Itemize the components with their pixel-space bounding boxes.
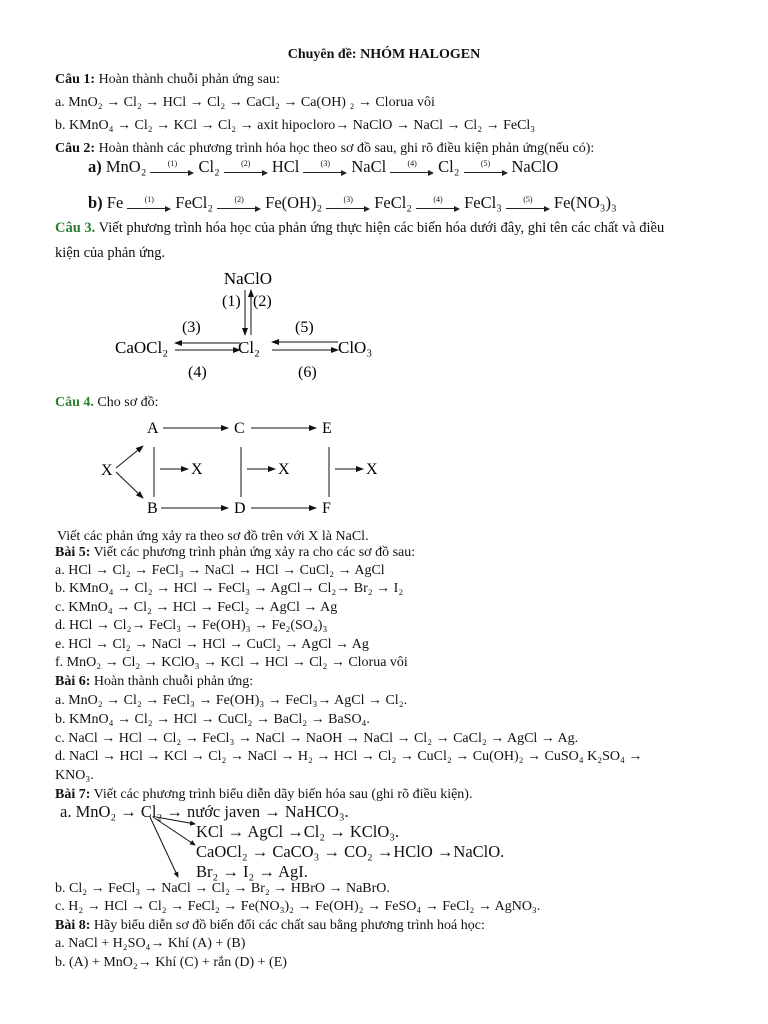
step-label: (1) — [144, 195, 154, 205]
node-b: B — [147, 500, 158, 515]
arrow-icon — [464, 161, 508, 175]
species: Cl₂ — [438, 157, 460, 176]
bai6-item: b. KMnO₄ → Cl₂ → HCl → CuCl₂ → BaCl₂ → BaSO₄. — [55, 712, 370, 727]
step-label: (5) — [480, 159, 491, 169]
cau2-label: Câu 2: — [55, 141, 96, 156]
bai5-label: Bài 5: — [55, 545, 91, 560]
cau1-label: Câu 1: — [55, 72, 96, 87]
bai7-b: b. Cl₂ → FeCl₃ → NaCl → Cl₂ → Br₂ → HBrO → NaBrO. — [55, 881, 390, 896]
cau1-a: a. MnO₂ → Cl₂ → HCl → Cl₂ → CaCl₂ → Ca(OH) ₂ → Clorua vôi — [55, 95, 435, 110]
cau1-text: Hoàn thành chuỗi phản ứng sau: — [95, 72, 280, 87]
node-a: A — [147, 420, 159, 437]
bai6-heading — [55, 673, 253, 691]
cau3-heading — [55, 219, 664, 237]
bai6-item: d. NaCl → HCl → KCl → Cl₂ → NaCl → H₂ → HCl → Cl₂ → CuCl₂ → Cu(OH)₂ → CuSO₄ K₂SO₄ → — [55, 749, 643, 764]
bai5-text: Viết các phương trình phản ứng xảy ra cho các sơ đồ sau: — [90, 545, 416, 560]
arrow-icon — [416, 197, 460, 211]
bai7-text: Viết các phương trình biểu diễn dãy biến hóa sau (ghi rõ điều kiện). — [90, 787, 473, 802]
cau4-note: Viết các phản ứng xảy ra theo sơ đồ trên với X là NaCl. — [57, 529, 369, 544]
arrow-icon — [150, 161, 194, 175]
cau4-label: Câu 4. — [55, 395, 94, 410]
page-title: Chuyên đề: NHÓM HALOGEN — [287, 47, 481, 62]
species: Fe(NO₃)₃ — [553, 193, 617, 212]
cau2-b-chain — [88, 194, 617, 212]
bai8-label: Bài 8: — [55, 918, 91, 933]
arrow-icon — [390, 161, 434, 175]
step-label: (3) — [182, 319, 201, 336]
cau3-text2: kiện của phản ứng. — [55, 245, 166, 261]
chain-prefix: a) — [88, 157, 102, 176]
bai8-item: b. (A) + MnO₂→ Khí (C) + rắn (D) + (E) — [55, 955, 287, 970]
step-label: (1) — [222, 293, 241, 310]
bai5-heading — [55, 544, 415, 562]
step-label: (4) — [188, 364, 207, 381]
cau2-a-chain — [88, 158, 558, 176]
node-e: E — [322, 420, 332, 437]
node-d: D — [234, 500, 246, 515]
node-clo3: ClO₃ — [338, 338, 373, 357]
species: Fe — [106, 193, 124, 212]
step-label: (6) — [298, 364, 317, 381]
step-label: (2) — [241, 159, 251, 169]
step-label: (5) — [295, 319, 314, 336]
cau3-diagram — [100, 265, 400, 385]
bai5-item: a. HCl → Cl₂ → FeCl₃ → NaCl → HCl → CuCl₂ → AgCl — [55, 563, 385, 578]
species: Fe(OH)₂ — [265, 193, 323, 212]
arrow-x-b — [116, 472, 143, 498]
step-label: (4) — [407, 159, 417, 169]
cau1-b: b. KMnO₄ → Cl₂ → KCl → Cl₂ → axit hipocloro→ NaClO → NaCl → Cl₂ → FeCl₃ — [55, 118, 536, 133]
branch-arrow — [153, 817, 195, 845]
arrow-icon — [127, 197, 171, 211]
bai7-branch: Br₂ → I₂ → AgI. — [196, 862, 308, 881]
product-x: X — [366, 461, 378, 478]
bai5-item: e. HCl → Cl₂ → NaCl → HCl → CuCl₂ → AgCl → Ag — [55, 637, 369, 652]
bai8-text: Hãy biểu diễn sơ đồ biến đổi các chất sau bằng phương trình hoá học: — [90, 918, 485, 933]
bai6-item: a. MnO₂ → Cl₂ → FeCl₃ → Fe(OH)₃ → FeCl₃→ AgCl → Cl₂. — [55, 693, 408, 708]
arrow-icon — [326, 197, 370, 211]
node-x: X — [101, 462, 113, 479]
bai5-item: b. KMnO₄ → Cl₂ → HCl → FeCl₃ → AgCl→ Cl₂→ Br₂ → I₂ — [55, 581, 404, 596]
cau1-heading — [55, 71, 280, 89]
arrow-icon — [506, 197, 550, 211]
step-label: (2) — [253, 293, 272, 310]
species: NaClO — [511, 157, 559, 176]
step-label: (1) — [167, 159, 178, 169]
cau3-label: Câu 3. — [55, 220, 96, 236]
bai5-item: d. HCl → Cl₂→ FeCl₃ → Fe(OH)₃ → Fe₂(SO₄)₃ — [55, 618, 328, 633]
bai8-heading — [55, 917, 485, 935]
bai7-branch-arrows — [140, 815, 200, 880]
node-caocl2: CaOCl₂ — [115, 338, 169, 357]
node-f: F — [322, 500, 331, 515]
arrow-icon — [217, 197, 261, 211]
bai6-item: KNO₃. — [55, 768, 94, 783]
step-label: (3) — [343, 195, 353, 205]
arrow-x-a — [116, 446, 143, 468]
cau4-text: Cho sơ đồ: — [93, 395, 159, 410]
bai6-text: Hoàn thành chuỗi phản ứng: — [90, 674, 254, 689]
species: NaCl — [351, 157, 387, 176]
product-x: X — [278, 461, 290, 478]
product-x: X — [191, 461, 203, 478]
bai7-label: Bài 7: — [55, 787, 91, 802]
species: HCl — [271, 157, 300, 176]
step-label: (5) — [523, 195, 533, 205]
branch-arrow — [150, 817, 178, 877]
step-label: (4) — [433, 195, 443, 205]
node-cl2: Cl₂ — [238, 338, 260, 357]
cau2-text: Hoàn thành các phương trình hóa học theo sơ đồ sau, ghi rõ điều kiện phản ứng(nếu có): — [95, 141, 595, 156]
bai7-c: c. H₂ → HCl → Cl₂ → FeCl₂ → Fe(NO₃)₂ → Fe(OH)₂ → FeSO₄ → FeCl₂ → AgNO₃. — [55, 899, 541, 914]
species: FeCl₂ — [374, 193, 413, 212]
bai6-label: Bài 6: — [55, 674, 91, 689]
species: FeCl₃ — [464, 193, 502, 212]
bai7-a-main: a. MnO₂ → Cl₂ → nước javen → NaHCO₃. — [60, 802, 349, 821]
bai5-item: c. KMnO₄ → Cl₂ → HCl → FeCl₂ → AgCl → Ag — [55, 600, 338, 615]
bai8-item: a. NaCl + H₂SO₄→ Khí (A) + (B) — [55, 936, 246, 951]
node-c: C — [234, 420, 245, 437]
node-naclo: NaClO — [223, 269, 273, 288]
bai7-branch: CaOCl₂ → CaCO₃ → CO₂ →HClO →NaClO. — [196, 842, 505, 861]
step-label: (2) — [234, 195, 244, 205]
step-label: (3) — [320, 159, 330, 169]
species: MnO₂ — [105, 157, 147, 176]
chain-prefix: b) — [88, 193, 103, 212]
bai5-item: f. MnO₂ → Cl₂ → KClO₃ → KCl → HCl → Cl₂ → Clorua vôi — [55, 655, 408, 670]
bai7-branch: KCl → AgCl →Cl₂ → KClO₃. — [196, 822, 400, 841]
arrow-icon — [303, 161, 347, 175]
cau3-text: Viết phương trình hóa học của phản ứng thực hiện các biến hóa dưới đây, ghi tên các chất và điều — [95, 220, 665, 236]
species: FeCl₂ — [175, 193, 214, 212]
cau4-diagram — [50, 410, 400, 515]
bai6-item: c. NaCl → HCl → Cl₂ → FeCl₃ → NaCl → NaOH → NaCl → Cl₂ → CaCl₂ → AgCl → Ag. — [55, 731, 579, 746]
arrow-icon — [224, 161, 268, 175]
species: Cl₂ — [198, 157, 220, 176]
